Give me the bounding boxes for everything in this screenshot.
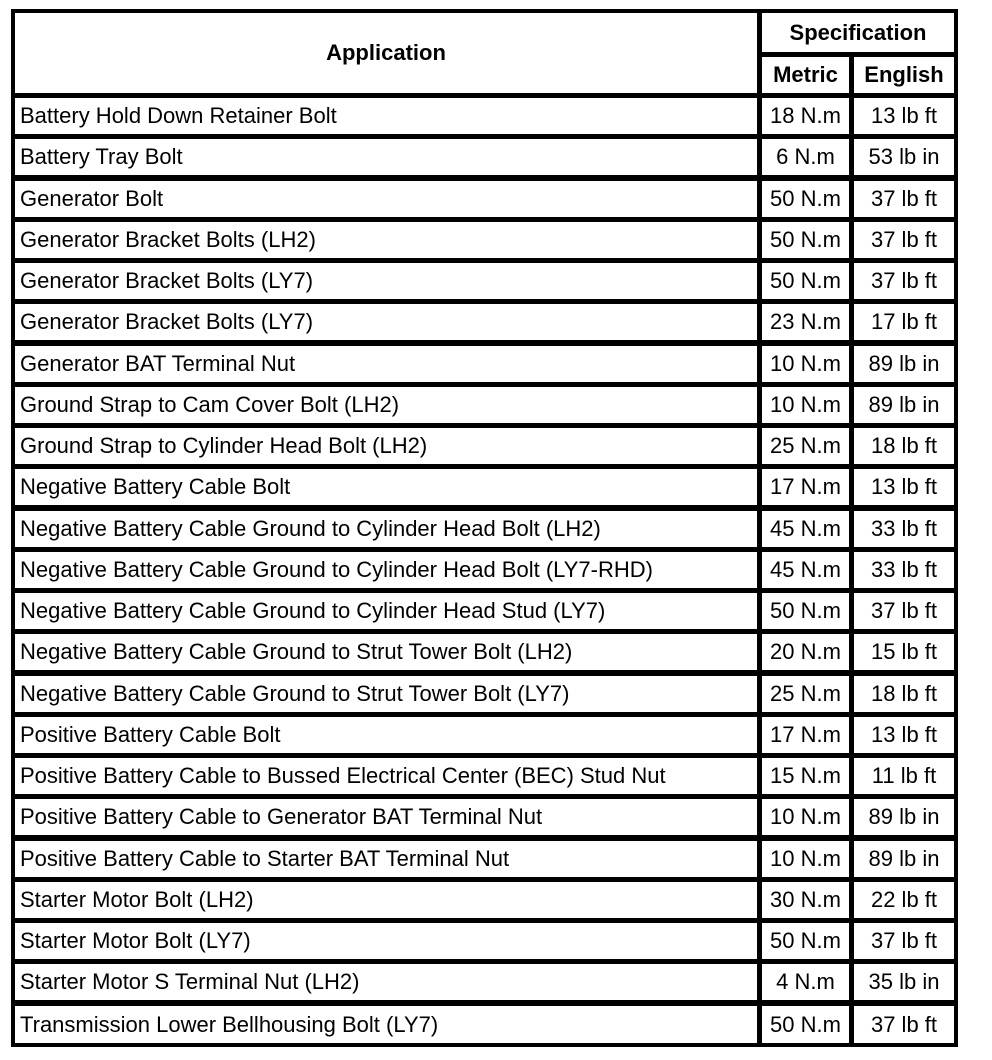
- header-application: Application: [15, 13, 757, 93]
- cell-application: Generator Bracket Bolts (LY7): [15, 304, 757, 340]
- cell-metric: 50 N.m: [762, 222, 849, 258]
- cell-english: 13 lb ft: [854, 98, 954, 134]
- cell-metric: 10 N.m: [762, 841, 849, 877]
- cell-metric: 10 N.m: [762, 799, 849, 835]
- cell-english: 11 lb ft: [854, 758, 954, 794]
- cell-english: 37 lb ft: [854, 1006, 954, 1043]
- cell-application: Starter Motor Bolt (LY7): [15, 923, 757, 959]
- cell-english: 17 lb ft: [854, 304, 954, 340]
- cell-english: 22 lb ft: [854, 882, 954, 918]
- cell-english: 89 lb in: [854, 387, 954, 423]
- cell-metric: 17 N.m: [762, 717, 849, 753]
- cell-metric: 45 N.m: [762, 552, 849, 588]
- cell-application: Negative Battery Cable Bolt: [15, 469, 757, 505]
- cell-english: 13 lb ft: [854, 717, 954, 753]
- cell-metric: 50 N.m: [762, 263, 849, 299]
- cell-application: Ground Strap to Cylinder Head Bolt (LH2): [15, 428, 757, 464]
- cell-english: 15 lb ft: [854, 634, 954, 670]
- cell-application: Battery Hold Down Retainer Bolt: [15, 98, 757, 134]
- cell-metric: 10 N.m: [762, 346, 849, 382]
- cell-english: 18 lb ft: [854, 676, 954, 712]
- cell-english: 33 lb ft: [854, 552, 954, 588]
- header-metric: Metric: [762, 57, 849, 93]
- cell-metric: 25 N.m: [762, 676, 849, 712]
- cell-application: Generator BAT Terminal Nut: [15, 346, 757, 382]
- cell-metric: 23 N.m: [762, 304, 849, 340]
- cell-application: Negative Battery Cable Ground to Strut Tower Bolt (LY7): [15, 676, 757, 712]
- cell-metric: 25 N.m: [762, 428, 849, 464]
- cell-metric: 6 N.m: [762, 139, 849, 175]
- cell-english: 37 lb ft: [854, 923, 954, 959]
- cell-application: Negative Battery Cable Ground to Cylinder Head Stud (LY7): [15, 593, 757, 629]
- cell-english: 37 lb ft: [854, 222, 954, 258]
- cell-application: Positive Battery Cable Bolt: [15, 717, 757, 753]
- cell-metric: 50 N.m: [762, 593, 849, 629]
- torque-spec-table: [11, 9, 958, 1047]
- cell-english: 89 lb in: [854, 799, 954, 835]
- cell-application: Negative Battery Cable Ground to Cylinder Head Bolt (LH2): [15, 511, 757, 547]
- cell-application: Starter Motor S Terminal Nut (LH2): [15, 964, 757, 1000]
- cell-application: Positive Battery Cable to Starter BAT Terminal Nut: [15, 841, 757, 877]
- cell-application: Generator Bolt: [15, 181, 757, 217]
- cell-metric: 30 N.m: [762, 882, 849, 918]
- cell-english: 35 lb in: [854, 964, 954, 1000]
- cell-application: Generator Bracket Bolts (LH2): [15, 222, 757, 258]
- cell-metric: 50 N.m: [762, 1006, 849, 1043]
- cell-metric: 15 N.m: [762, 758, 849, 794]
- cell-metric: 4 N.m: [762, 964, 849, 1000]
- cell-english: 13 lb ft: [854, 469, 954, 505]
- cell-metric: 50 N.m: [762, 181, 849, 217]
- cell-english: 89 lb in: [854, 346, 954, 382]
- cell-english: 53 lb in: [854, 139, 954, 175]
- cell-application: Starter Motor Bolt (LH2): [15, 882, 757, 918]
- cell-application: Negative Battery Cable Ground to Strut Tower Bolt (LH2): [15, 634, 757, 670]
- cell-application: Battery Tray Bolt: [15, 139, 757, 175]
- cell-english: 89 lb in: [854, 841, 954, 877]
- cell-application: Ground Strap to Cam Cover Bolt (LH2): [15, 387, 757, 423]
- cell-english: 37 lb ft: [854, 593, 954, 629]
- cell-english: 37 lb ft: [854, 181, 954, 217]
- cell-metric: 18 N.m: [762, 98, 849, 134]
- cell-metric: 10 N.m: [762, 387, 849, 423]
- cell-metric: 17 N.m: [762, 469, 849, 505]
- cell-application: Positive Battery Cable to Generator BAT Terminal Nut: [15, 799, 757, 835]
- cell-application: Transmission Lower Bellhousing Bolt (LY7): [15, 1006, 757, 1043]
- cell-metric: 45 N.m: [762, 511, 849, 547]
- cell-application: Generator Bracket Bolts (LY7): [15, 263, 757, 299]
- cell-english: 18 lb ft: [854, 428, 954, 464]
- cell-metric: 50 N.m: [762, 923, 849, 959]
- header-english: English: [854, 57, 954, 93]
- cell-english: 33 lb ft: [854, 511, 954, 547]
- cell-application: Negative Battery Cable Ground to Cylinder Head Bolt (LY7-RHD): [15, 552, 757, 588]
- header-specification: Specification: [762, 13, 954, 52]
- cell-application: Positive Battery Cable to Bussed Electrical Center (BEC) Stud Nut: [15, 758, 757, 794]
- cell-metric: 20 N.m: [762, 634, 849, 670]
- cell-english: 37 lb ft: [854, 263, 954, 299]
